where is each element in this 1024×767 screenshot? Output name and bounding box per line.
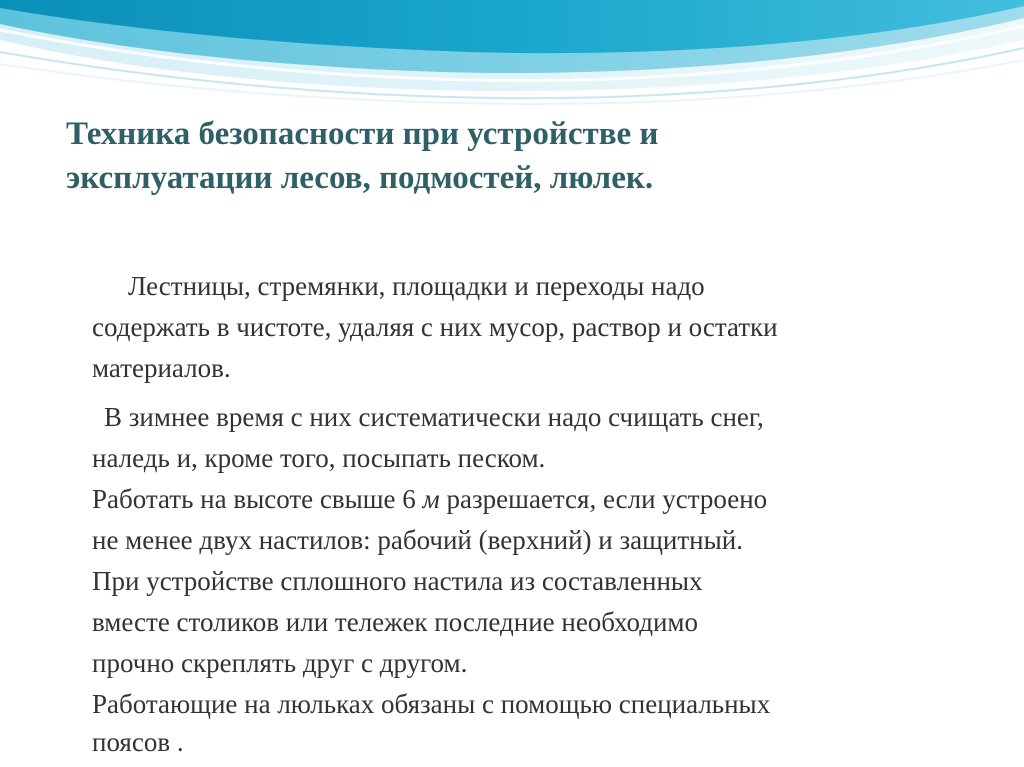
paragraph-4-line-3: прочно скреплять друг с другом. (92, 648, 468, 678)
paragraph-3-line-1 (92, 479, 767, 520)
slide-title-line-2: эксплуатации лесов, подмостей, люлек. (66, 160, 654, 196)
paragraph-1-line-1: Лестницы, стремянки, площадки и переходы надо (128, 271, 705, 301)
paragraph-2-line-1: В зимнее время с них систематически надо счищать снег, (104, 402, 764, 432)
unit-meters: м (422, 484, 440, 514)
paragraph-1-line-3: материалов. (92, 353, 231, 383)
slide-title-line-1: Техника безопасности при устройстве и (66, 116, 659, 152)
paragraph-5-line-1: Работающие на люльках обязаны с помощью специальных (92, 689, 771, 719)
paragraph-5-line-2: поясов . (92, 727, 184, 757)
paragraph-1-line-2: содержать в чистоте, удаляя с них мусор, раствор и остатки (92, 312, 778, 342)
paragraph-3-text-start: Работать на высоте свыше 6 (92, 484, 423, 514)
paragraph-3-line-2: не менее двух настилов: рабочий (верхний) и защитный. (92, 525, 743, 555)
paragraph-2-line-2: наледь и, кроме того, посыпать песком. (92, 443, 546, 473)
paragraph-4-line-1: При устройстве сплошного настила из составленных (92, 566, 703, 596)
paragraph-3-text-end: разрешается, если устроено (439, 484, 768, 514)
paragraph-4-line-2: вместе столиков или тележек последние необходимо (92, 607, 698, 637)
